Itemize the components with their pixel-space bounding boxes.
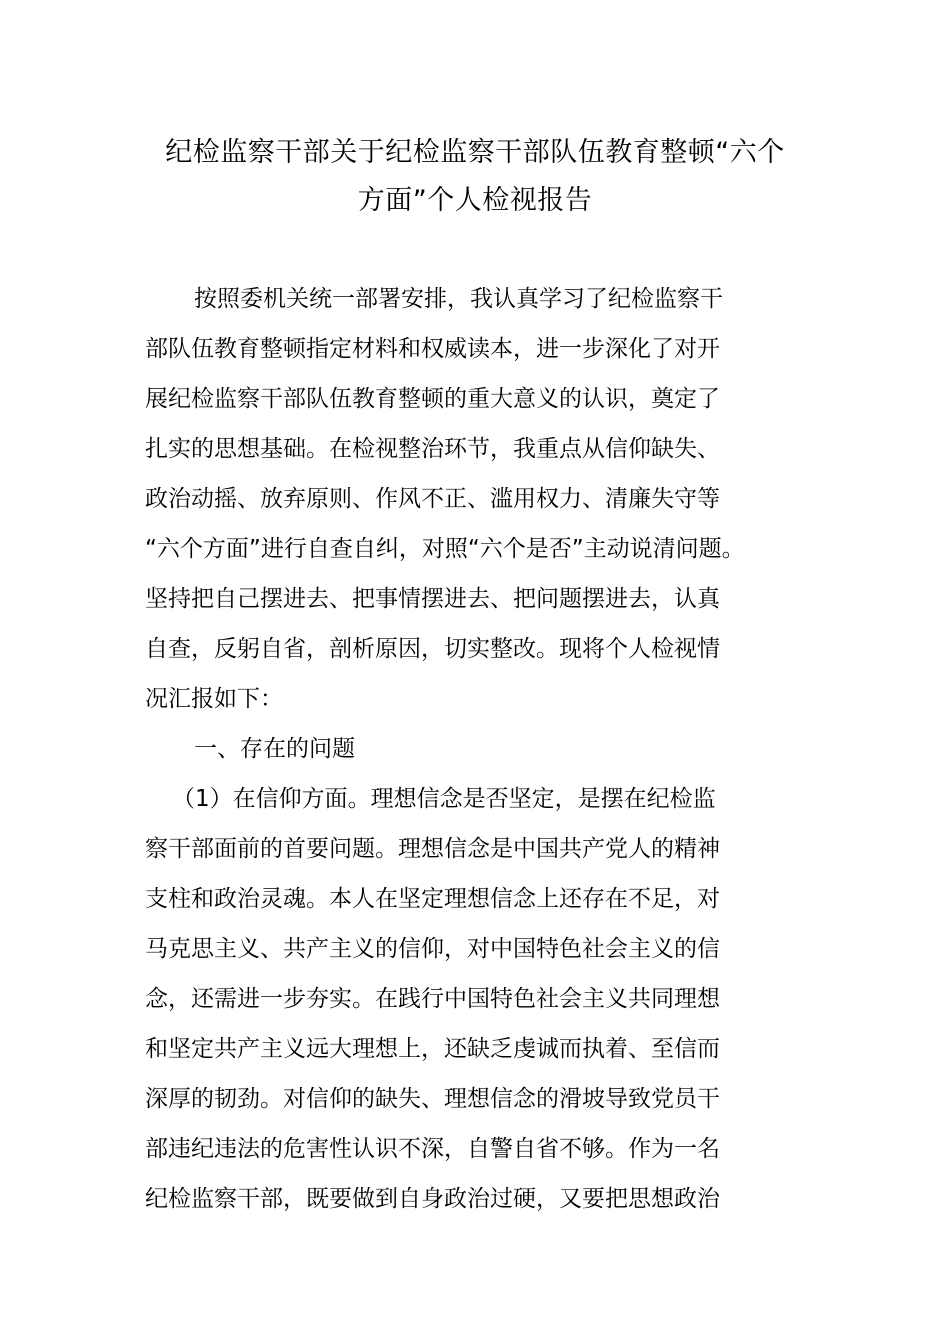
body-line: 展纪检监察干部队伍教育整顿的重大意义的认识，奠定了 xyxy=(145,386,720,412)
body-line: 马克思主义、共产主义的信仰，对中国特色社会主义的信 xyxy=(145,936,720,962)
body-line: （1）在信仰方面。理想信念是否坚定，是摆在纪检监 xyxy=(172,786,716,812)
body-line: 自查，反躬自省，剖析原因，切实整改。现将个人检视情 xyxy=(145,636,720,662)
body-line: 念，还需进一步夯实。在践行中国特色社会主义共同理想 xyxy=(145,986,720,1012)
document-title-line-2: 方面”个人检视报告 xyxy=(357,185,593,216)
body-line: 坚持把自己摆进去、把事情摆进去、把问题摆进去，认真 xyxy=(145,586,720,612)
body-line: 部队伍教育整顿指定材料和权威读本，进一步深化了对开 xyxy=(145,336,720,362)
document-title-line-1: 纪检监察干部关于纪检监察干部队伍教育整顿“六个 xyxy=(165,137,785,168)
body-line: 纪检监察干部，既要做到自身政治过硬，又要把思想政治 xyxy=(145,1186,720,1212)
body-line: 支柱和政治灵魂。本人在坚定理想信念上还存在不足，对 xyxy=(145,886,720,912)
body-line: 察干部面前的首要问题。理想信念是中国共产党人的精神 xyxy=(145,836,720,862)
section-heading: 一、存在的问题 xyxy=(194,736,355,762)
body-line: 况汇报如下： xyxy=(145,686,283,712)
body-line: “六个方面”进行自查自纠，对照“六个是否”主动说清问题。 xyxy=(145,536,745,562)
body-line: 深厚的韧劲。对信仰的缺失、理想信念的滑坡导致党员干 xyxy=(145,1086,720,1112)
body-line: 按照委机关统一部署安排，我认真学习了纪检监察干 xyxy=(194,286,723,312)
body-line: 政治动摇、放弃原则、作风不正、滥用权力、清廉失守等 xyxy=(145,486,720,512)
body-line: 扎实的思想基础。在检视整治环节，我重点从信仰缺失、 xyxy=(145,436,720,462)
body-line: 和坚定共产主义远大理想上，还缺乏虔诚而执着、至信而 xyxy=(145,1036,720,1062)
body-line: 部违纪违法的危害性认识不深，自警自省不够。作为一名 xyxy=(145,1136,720,1162)
